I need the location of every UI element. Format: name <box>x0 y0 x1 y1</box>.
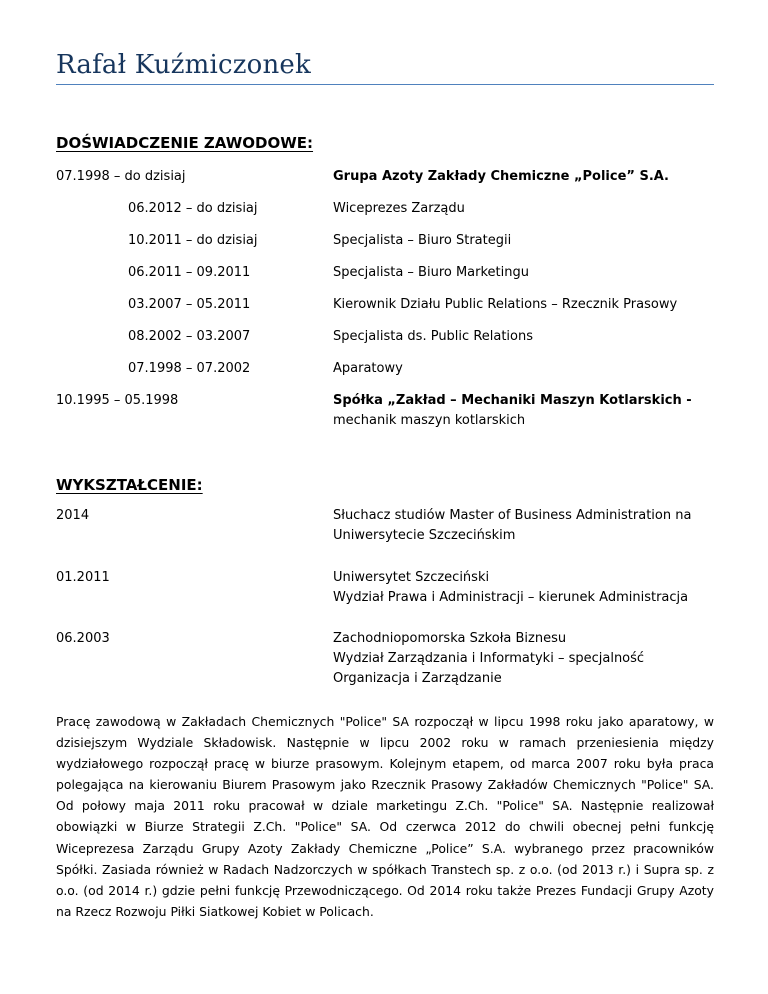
experience-date: 10.2011 – do dzisiaj <box>128 233 258 248</box>
experience-position: Aparatowy <box>333 361 403 376</box>
education-line: Wydział Prawa i Administracji – kierunek Administracja <box>333 590 689 605</box>
education-date: 01.2011 <box>56 570 110 585</box>
experience-heading: DOŚWIADCZENIE ZAWODOWE: <box>56 134 314 152</box>
education-date: 2014 <box>56 508 90 523</box>
education-heading: WYKSZTAŁCENIE: <box>56 476 203 494</box>
experience-position: Kierownik Działu Public Relations – Rzecznik Prasowy <box>333 297 678 312</box>
experience-date: 07.1998 – do dzisiaj <box>56 169 186 184</box>
experience-date: 06.2011 – 09.2011 <box>128 265 251 280</box>
experience-date: 06.2012 – do dzisiaj <box>128 201 258 216</box>
experience-position: Specjalista ds. Public Relations <box>333 329 534 344</box>
person-name: Rafał Kuźmiczonek <box>56 50 311 80</box>
experience-date: 07.1998 – 07.2002 <box>128 361 251 376</box>
experience-date: 08.2002 – 03.2007 <box>128 329 251 344</box>
experience-position: Wiceprezes Zarządu <box>333 201 465 216</box>
experience-date: 10.1995 – 05.1998 <box>56 393 179 408</box>
experience-company: Spółka „Zakład – Mechaniki Maszyn Kotlarskich - <box>333 393 692 408</box>
education-line: Organizacja i Zarządzanie <box>333 671 502 686</box>
title-rule <box>56 84 714 85</box>
experience-position: Specjalista – Biuro Marketingu <box>333 265 529 280</box>
bio-paragraph: Pracę zawodową w Zakładach Chemicznych "Police" SA rozpoczął w lipcu 1998 roku jako aparatowy, w dzisiejszym Wydziale Składowisk. Następnie w lipcu 2002 roku w ramach przeniesienia między wydziałowego rozpoczął pracę w biurze prasowym. Kolejnym etapem, od marca 2007 roku była praca polegająca na kierowaniu Biurem Prasowym jako Rzecznik Prasowy Zakładów Chemicznych "Police" SA. Od połowy maja 2011 roku pracował w dziale marketingu Z.Ch. "Police" SA. Następnie realizował obowiązki w Biurze Strategii Z.Ch. "Police" SA. Od czerwca 2012 do chwili obecnej pełni funkcję Wiceprezesa Zarządu Grupy Azoty Zakłady Chemiczne „Police” S.A. wybranego przez pracowników Spółki. Zasiada również w Radach Nadzorczych w spółkach Transtech sp. z o.o. (od 2013 r.) i Supra sp. z o.o. (od 2014 r.) gdzie pełni funkcję Przewodniczącego. Od 2014 roku także Prezes Fundacji Grupy Azoty na Rzecz Rozwoju Piłki Siatkowej Kobiet w Policach. <box>56 714 714 919</box>
experience-position: mechanik maszyn kotlarskich <box>333 413 526 428</box>
experience-date: 03.2007 – 05.2011 <box>128 297 251 312</box>
education-line: Zachodniopomorska Szkoła Biznesu <box>333 631 567 646</box>
education-date: 06.2003 <box>56 631 110 646</box>
experience-position: Specjalista – Biuro Strategii <box>333 233 512 248</box>
education-line: Uniwersytecie Szczecińskim <box>333 528 516 543</box>
education-line: Słuchacz studiów Master of Business Administration na <box>333 508 692 523</box>
education-line: Uniwersytet Szczeciński <box>333 570 490 585</box>
experience-company: Grupa Azoty Zakłady Chemiczne „Police” S.A. <box>333 169 669 184</box>
education-line: Wydział Zarządzania i Informatyki – specjalność <box>333 651 645 666</box>
